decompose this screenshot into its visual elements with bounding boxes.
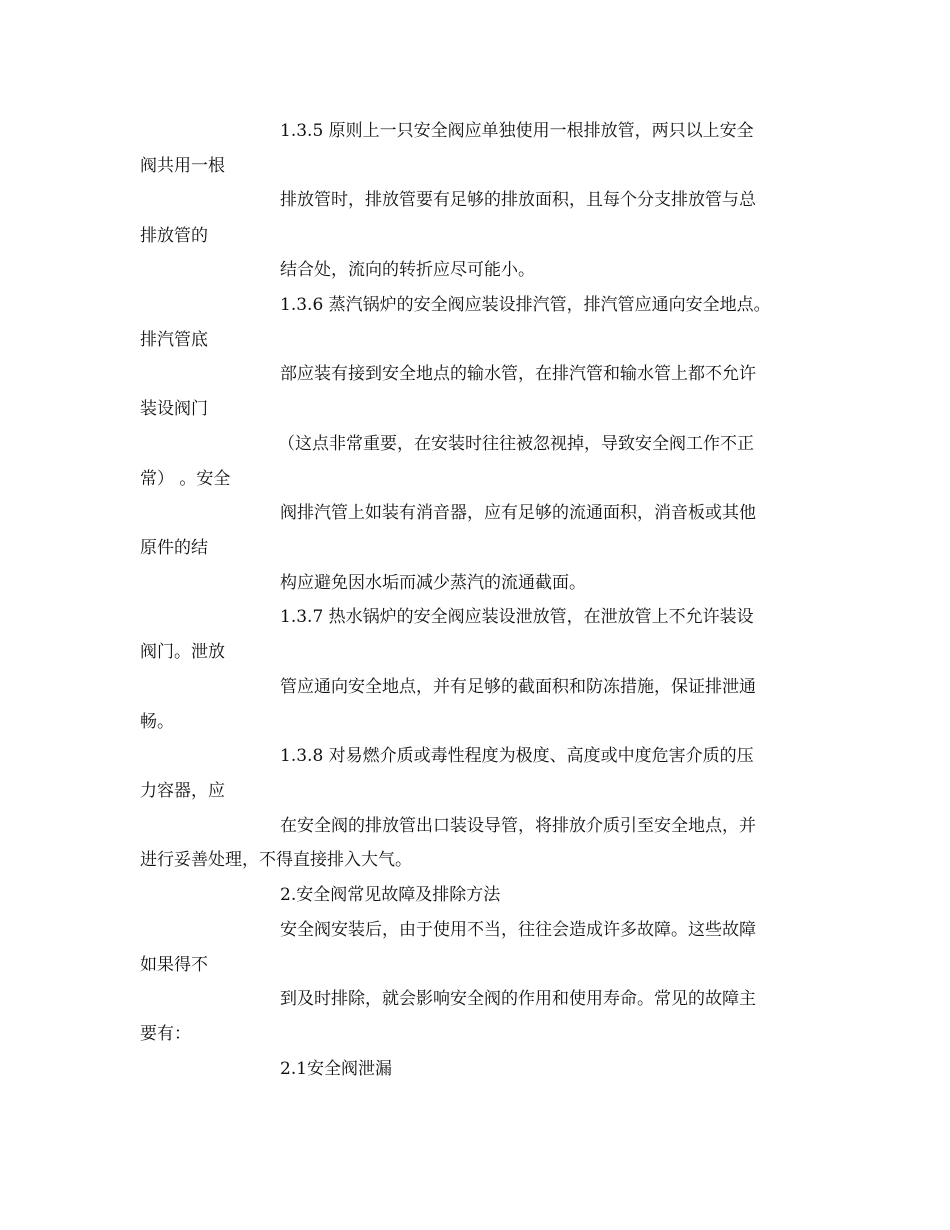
paragraph-line: 排放管的	[140, 226, 208, 246]
paragraph-line: 常） 。安全	[140, 469, 231, 489]
paragraph-line: 排放管时，排放管要有足够的排放面积，且每个分支排放管与总	[280, 190, 756, 210]
paragraph-line: 到及时排除，就会影响安全阀的作用和使用寿命。常见的故障主	[280, 989, 756, 1009]
paragraph-line: 阀门。泄放	[140, 642, 225, 662]
paragraph-line: 要有：	[140, 1024, 191, 1044]
paragraph-line: 如果得不	[140, 955, 208, 975]
paragraph-line: 构应避免因水垢而减少蒸汽的流通截面。	[280, 573, 586, 593]
paragraph-line: 排汽管底	[140, 330, 208, 350]
paragraph-line: 原件的结	[140, 538, 208, 558]
paragraph-line: 1.3.5 原则上一只安全阀应单独使用一根排放管，两只以上安全	[280, 121, 754, 141]
paragraph-line: （这点非常重要，在安装时往往被忽视掉，导致安全阀工作不正	[278, 434, 754, 454]
section-heading: 2.安全阀常见故障及排除方法	[280, 885, 501, 905]
paragraph-line: 进行妥善处理，不得直接排入大气。	[140, 850, 412, 870]
paragraph-line: 1.3.6 蒸汽锅炉的安全阀应装设排汽管，排汽管应通向安全地点。	[280, 295, 771, 315]
paragraph-line: 安全阀安装后，由于使用不当，往往会造成许多故障。这些故障	[280, 920, 756, 940]
paragraph-line: 结合处，流向的转折应尽可能小。	[280, 260, 535, 280]
paragraph-line: 部应装有接到安全地点的输水管，在排汽管和输水管上都不允许	[280, 364, 756, 384]
paragraph-line: 装设阀门	[140, 399, 208, 419]
paragraph-line: 1.3.7 热水锅炉的安全阀应装设泄放管，在泄放管上不允许装设	[280, 607, 754, 627]
subsection-heading: 2.1安全阀泄漏	[280, 1059, 393, 1079]
paragraph-line: 阀共用一根	[140, 156, 225, 176]
paragraph-line: 1.3.8 对易燃介质或毒性程度为极度、高度或中度危害介质的压	[280, 746, 754, 766]
paragraph-line: 在安全阀的排放管出口装设导管，将排放介质引至安全地点，并	[280, 816, 756, 836]
paragraph-line: 力容器，应	[140, 781, 225, 801]
paragraph-line: 管应通向安全地点，并有足够的截面积和防冻措施，保证排泄通	[280, 677, 756, 697]
paragraph-line: 阀排汽管上如装有消音器，应有足够的流通面积，消音板或其他	[280, 503, 756, 523]
paragraph-line: 畅。	[140, 712, 174, 732]
